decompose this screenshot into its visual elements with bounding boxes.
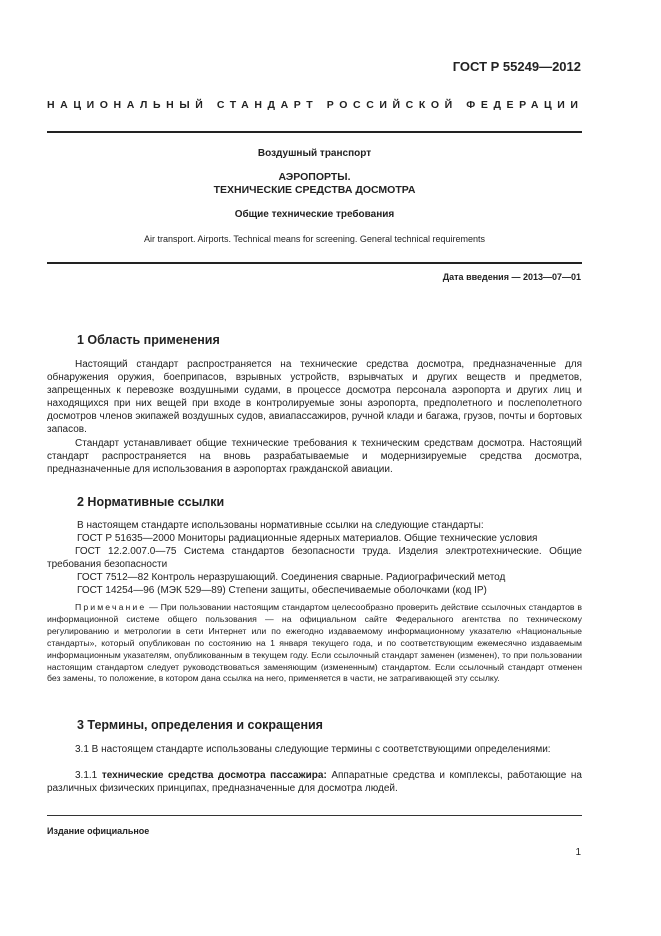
reference-item: ГОСТ Р 51635—2000 Мониторы радиационные ядерных материалов. Общие технические условия <box>77 533 538 544</box>
note-label: Примечание <box>75 602 147 612</box>
section-1-paragraph-1: Настоящий стандарт распространяется на технические средства досмотра, предназначенные для обнаружения оружия, боеприпасов, взрывных устройств, взрывчатых и других веществ и предметов, запрещенных к перевозке воздушными судами, в процессе досмотра персонала аэропорта и других лиц и находящихся при них вещей при входе в контролируемые зоны аэропорта, предполетного и послеполетного досмотров членов экипажей воздушных судов, авиапассажиров, ручной клади и багажа, грузов, почты и бортовых запасов. <box>47 359 582 435</box>
reference-item: ГОСТ 7512—82 Контроль неразрушающий. Соединения сварные. Радиографический метод <box>77 572 506 583</box>
document-code: ГОСТ Р 55249—2012 <box>452 59 581 74</box>
english-title: Air transport. Airports. Technical means for screening. General technical requirements <box>144 234 485 244</box>
title-line-1: АЭРОПОРТЫ. <box>278 171 351 183</box>
term-text: Аппаратные средства и комплексы, работающие на различных физических принципах, предназначенные для досмотра людей. <box>47 770 582 794</box>
term-number: 3.1.1 <box>75 770 98 781</box>
footer-divider <box>47 815 582 816</box>
section-1-paragraph-2: Стандарт устанавливает общие технические требования к техническим средствам досмотра. Настоящий стандарт распространяется на вновь разрабатываемые и модернизируемые средства досмотра, предназначенные для использования в аэропортах гражданской авиации. <box>47 438 582 475</box>
document-subtitle: Общие технические требования <box>234 209 395 220</box>
header-divider <box>47 131 582 133</box>
page-number: 1 <box>575 847 581 858</box>
title-divider <box>47 262 582 264</box>
document-title <box>47 171 582 197</box>
title-line-2: ТЕХНИЧЕСКИЕ СРЕДСТВА ДОСМОТРА <box>213 184 416 196</box>
reference-item: ГОСТ 14254—96 (МЭК 529—89) Степени защиты, обеспечиваемые оболочками (код IP) <box>77 585 487 596</box>
note-text: — При пользовании настоящим стандартом целесообразно проверить действие ссылочных стандартов в информационной системе общего пользования — на официальном сайте Федерального агентства по техническому регулированию и метрологии в сети Интернет или по ежегодно издаваемому информационному указателю «Национальные стандарты», который опубликован по состоянию на 1 января текущего года, и по соответствующим ежемесячно издаваемым информационным указателям, опубликованным в текущем году. Если ссылочный стандарт заменен (изменен), то при пользовании настоящим стандартом следует руководствоваться заменяющим (измененным) стандартом. Если ссылочный стандарт отменен без замены, то положение, в котором дана ссылка на него, применяется в части, не затрагивающей эту ссылку. <box>47 602 582 684</box>
section-3-paragraph-1: 3.1 В настоящем стандарте использованы следующие термины с соответствующими определениями: <box>75 744 551 755</box>
term-name: технические средства досмотра пассажира: <box>101 770 327 781</box>
edition-label: Издание официальное <box>47 826 150 836</box>
references-note <box>47 602 582 685</box>
reference-item: ГОСТ 12.2.007.0—75 Система стандартов безопасности труда. Изделия электротехнические. Общие требования безопасности <box>47 546 582 570</box>
term-definition <box>47 769 582 795</box>
subject-heading: Воздушный транспорт <box>257 148 372 159</box>
references-intro: В настоящем стандарте использованы нормативные ссылки на следующие стандарты: <box>77 520 484 531</box>
section-3-heading: 3 Термины, определения и сокращения <box>77 718 323 732</box>
section-2-heading: 2 Нормативные ссылки <box>77 495 225 509</box>
section-1-heading: 1 Область применения <box>77 333 220 347</box>
effective-date: Дата введения — 2013—07—01 <box>442 272 581 282</box>
national-standard-banner: НАЦИОНАЛЬНЫЙ СТАНДАРТ РОССИЙСКОЙ ФЕДЕРАЦИИ <box>47 99 584 111</box>
